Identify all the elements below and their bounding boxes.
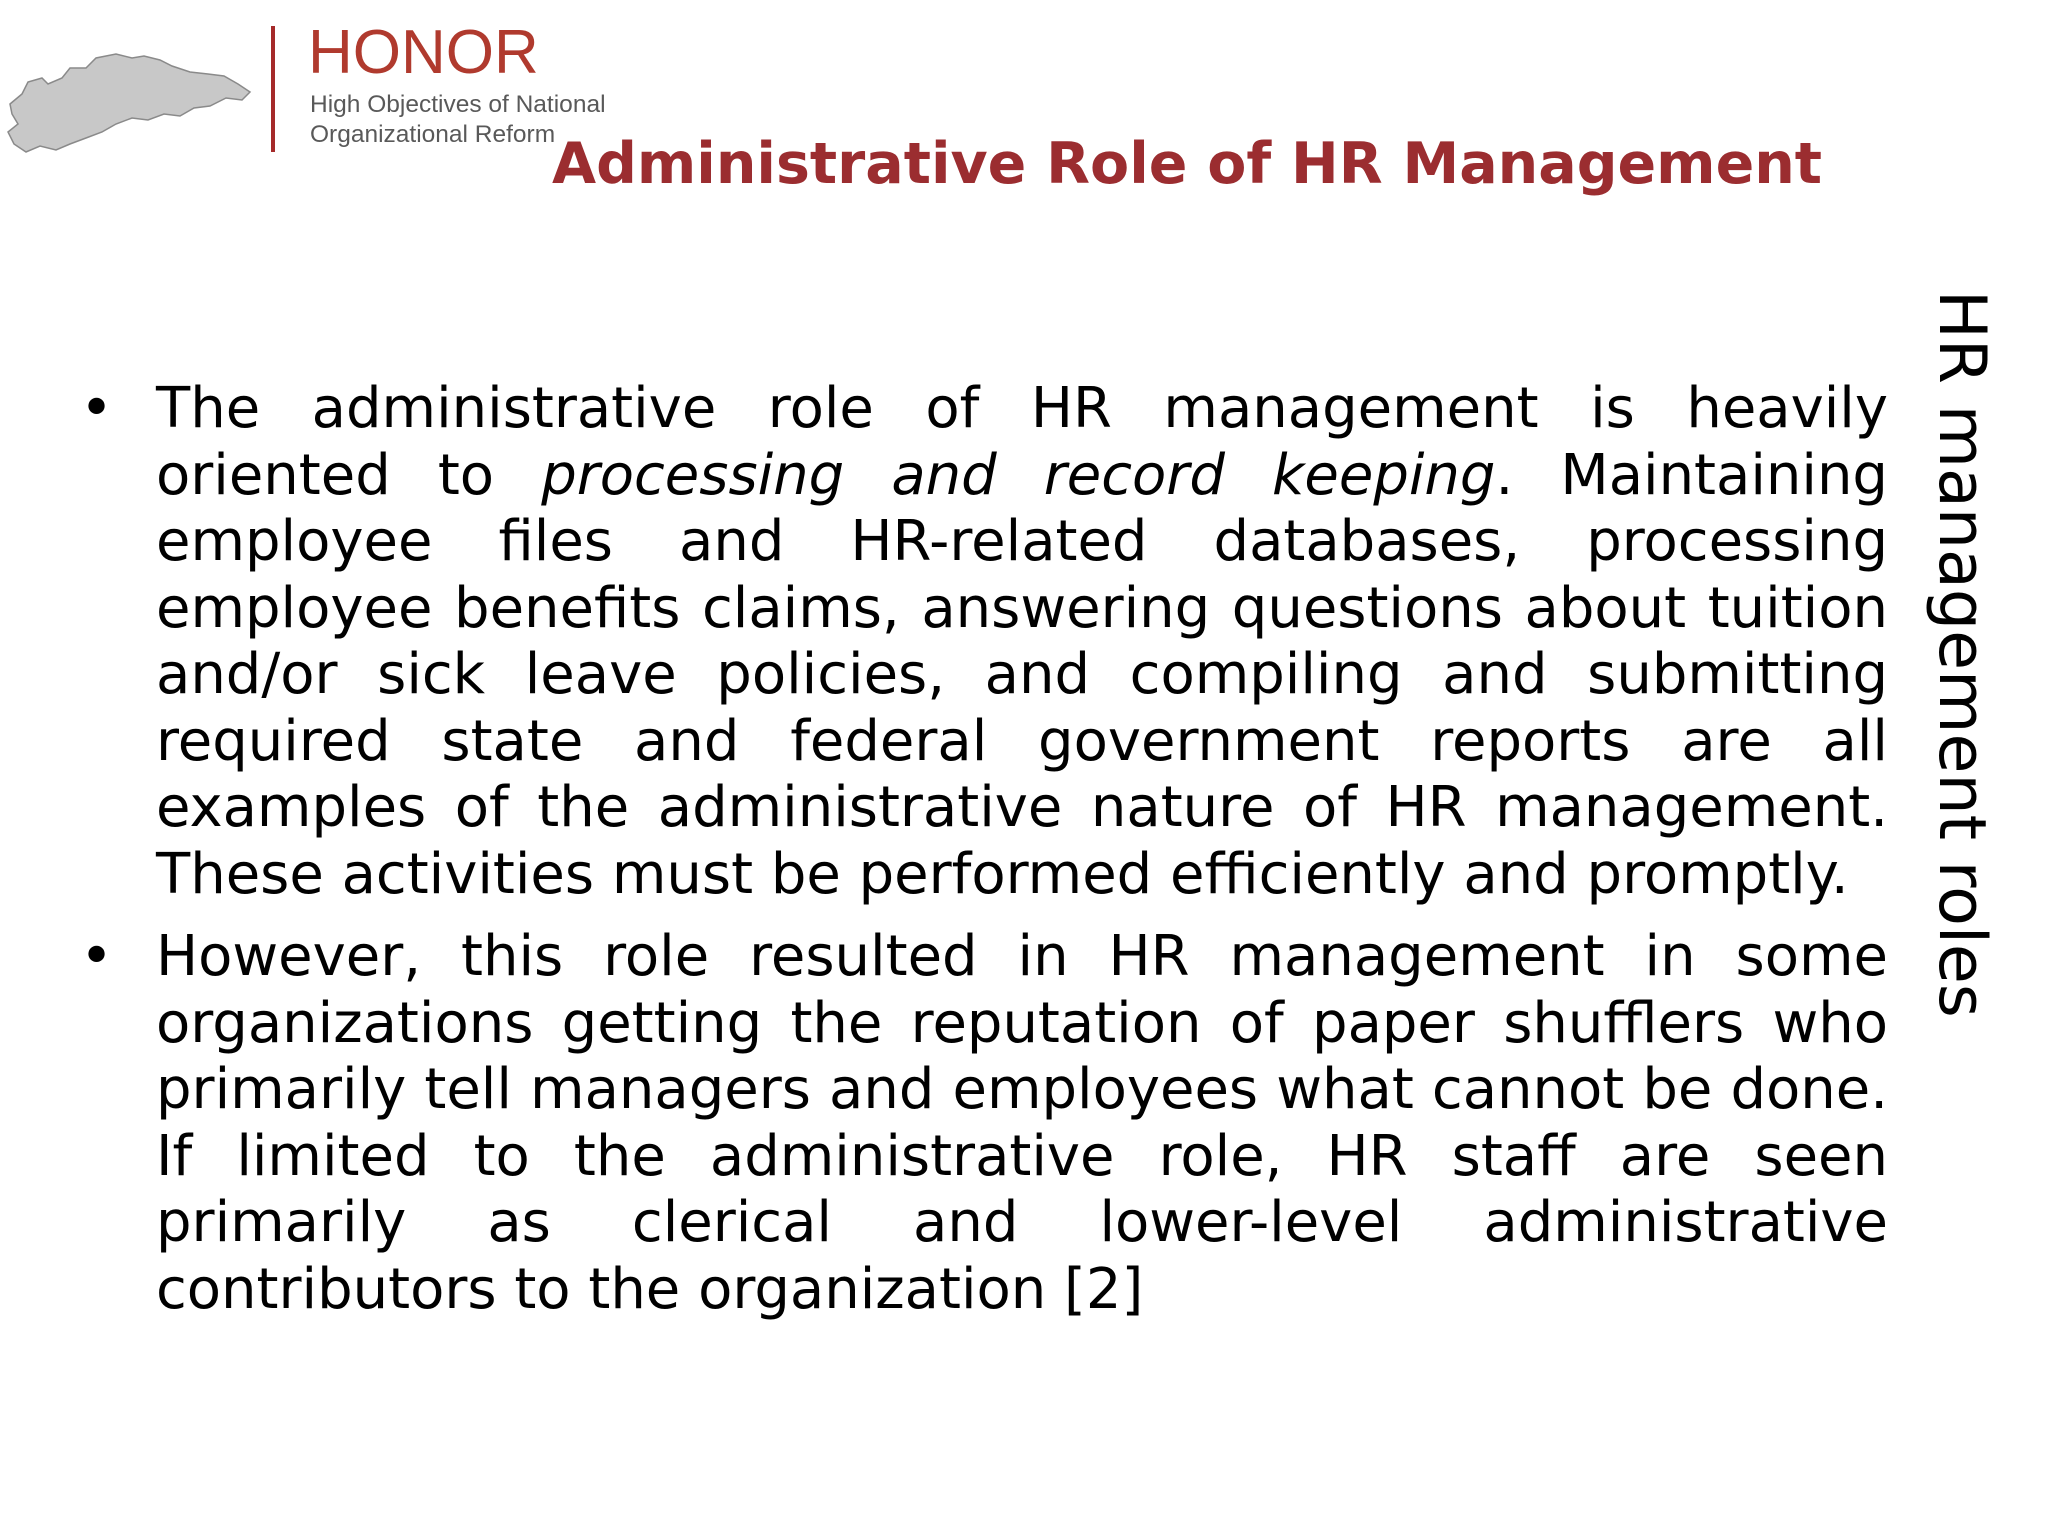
bullet-dot-icon: • — [80, 924, 114, 989]
logo-divider — [271, 26, 275, 152]
side-label: HR management roles — [1924, 290, 1999, 1018]
bullet-text-pre: The administrative role of HR management is heavily oriented to — [156, 376, 1888, 508]
bullet-list — [72, 376, 1902, 1339]
bullet-item-paper-shufflers — [72, 924, 1888, 1323]
bullet-item-administrative-role — [72, 376, 1888, 908]
logo-subtitle-line2: Organizational Reform — [310, 121, 556, 148]
bullet-dot-icon: • — [80, 376, 114, 441]
logo-subtitle-line1: High Objectives of National — [310, 91, 606, 118]
map-logo-icon — [4, 28, 254, 158]
slide-title: Administrative Role of HR Management — [552, 131, 1823, 197]
logo-name: HONOR — [308, 18, 539, 87]
bullet-text-post: . Maintaining employee files and HR-related databases, processing employee benefits claims, answering questions about tuition and/or sick leave policies, and compiling and submitting required state and federal government reports are all examples of the administrative nature of HR management. These activities must be performed efficiently and promptly. — [156, 442, 1888, 907]
bullet-text-emphasis: processing and record keeping — [541, 442, 1496, 508]
bullet-text: However, this role resulted in HR management in some organizations getting the reputation of paper shufflers who primarily tell managers and employees what cannot be done. If limited to the administrative role, HR staff are seen primarily as clerical and lower-level administrative contributors to the organization [2] — [156, 924, 1888, 1322]
